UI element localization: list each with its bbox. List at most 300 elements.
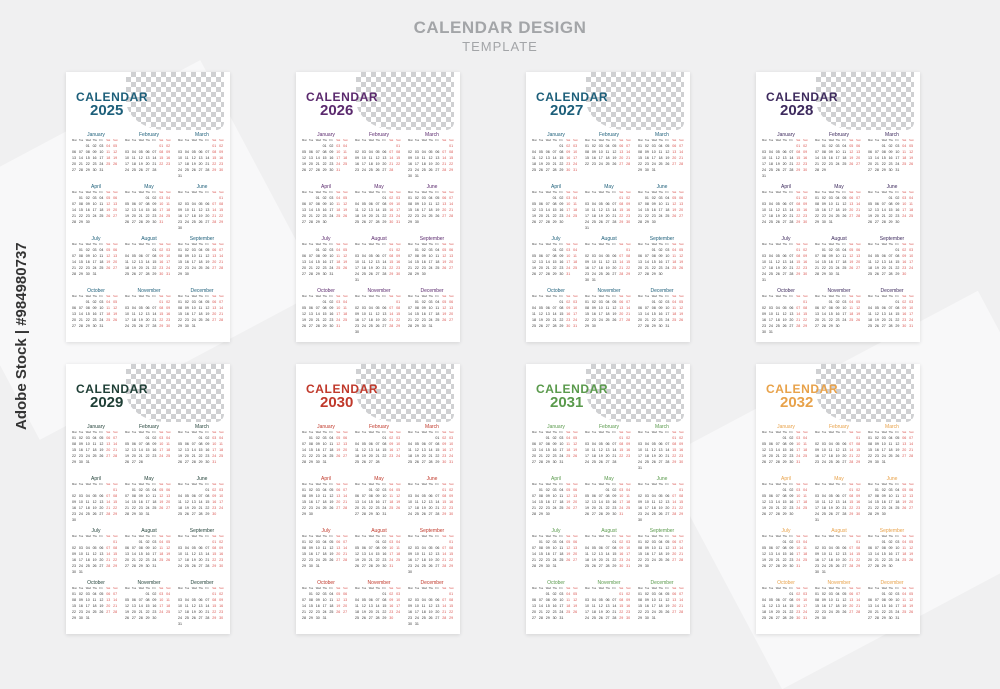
day-number: 19 <box>909 604 914 608</box>
day-number: 28 <box>775 564 780 568</box>
weekday-label: Tue <box>644 431 650 434</box>
day-number: 05 <box>442 300 447 304</box>
day-number: 15 <box>821 156 826 160</box>
day-number: 25 <box>821 512 826 516</box>
weekday-label: Tue <box>768 139 774 142</box>
month-block <box>408 476 456 517</box>
day-number: 26 <box>125 220 129 224</box>
day-number: 15 <box>881 604 886 608</box>
day-number: 26 <box>909 558 914 562</box>
day-number: 13 <box>598 552 603 556</box>
day-number: 06 <box>72 306 76 310</box>
weekday-label: Sat <box>106 191 111 194</box>
weekday-label: Thu <box>145 431 151 434</box>
month-name: November <box>827 288 851 294</box>
weekday-label: Sat <box>796 431 801 434</box>
day-number: 04 <box>329 592 334 596</box>
day-number: 22 <box>205 506 210 510</box>
weekday-label: Mon <box>815 535 821 538</box>
month-block <box>72 236 120 277</box>
day-number: 29 <box>205 512 210 516</box>
weekday-label: Thu <box>322 587 328 590</box>
day-number: 04 <box>585 546 589 550</box>
calendar-year: 2028 <box>780 102 814 119</box>
weekday-label: Sun <box>166 243 171 246</box>
day-number: 09 <box>355 312 359 316</box>
day-number: 28 <box>626 162 631 166</box>
day-number: 30 <box>559 272 564 276</box>
weekday-label: Sat <box>336 191 341 194</box>
day-number: 16 <box>888 552 893 556</box>
day-number: 15 <box>803 312 808 316</box>
day-number: 04 <box>166 592 171 596</box>
day-number: 31 <box>815 518 819 522</box>
day-number: 18 <box>591 610 596 614</box>
day-number: 27 <box>336 558 341 562</box>
weekday-label: Mon <box>585 139 591 142</box>
day-number: 02 <box>566 144 571 148</box>
days-grid <box>178 195 226 231</box>
day-number: 30 <box>442 460 447 464</box>
weekday-label: Tue <box>78 139 84 142</box>
day-number: 09 <box>902 254 907 258</box>
day-number: 31 <box>329 272 334 276</box>
day-number: 17 <box>828 604 833 608</box>
month-name: August <box>141 528 157 534</box>
day-number: 03 <box>552 488 557 492</box>
day-number: 03 <box>396 592 401 596</box>
weekday-label: Sun <box>626 139 631 142</box>
day-number: 29 <box>449 564 454 568</box>
day-number: 22 <box>638 610 642 614</box>
day-number: 22 <box>888 214 893 218</box>
day-number: 07 <box>113 436 118 440</box>
day-number: 02 <box>375 488 380 492</box>
day-number: 01 <box>308 436 313 440</box>
day-number: 07 <box>428 442 433 446</box>
day-number: 14 <box>665 448 670 452</box>
day-number: 21 <box>874 610 879 614</box>
days-grid <box>125 143 173 173</box>
day-number: 18 <box>152 500 157 504</box>
day-number: 23 <box>145 558 150 562</box>
weekday-label: Fri <box>789 243 793 246</box>
day-number: 21 <box>874 162 879 166</box>
weekday-label: Wed <box>85 587 91 590</box>
day-number: 24 <box>178 564 182 568</box>
day-number: 13 <box>72 312 76 316</box>
day-number: 03 <box>178 546 182 550</box>
days-grid <box>762 247 810 283</box>
day-number: 25 <box>343 162 348 166</box>
day-number: 05 <box>909 144 914 148</box>
day-number: 22 <box>131 506 136 510</box>
day-number: 19 <box>329 552 334 556</box>
day-number: 05 <box>92 494 97 498</box>
day-number: 13 <box>782 208 787 212</box>
day-number: 18 <box>658 604 663 608</box>
month-block <box>125 236 173 277</box>
day-number: 03 <box>573 300 578 304</box>
weekday-label: Wed <box>191 535 197 538</box>
day-number: 27 <box>768 460 773 464</box>
weekday-label: Sun <box>219 535 224 538</box>
day-number: 28 <box>408 324 412 328</box>
day-number: 06 <box>212 248 217 252</box>
day-number: 11 <box>435 306 440 310</box>
day-number: 24 <box>573 162 578 166</box>
weekday-label: Thu <box>658 483 664 486</box>
weekday-label: Fri <box>152 295 156 298</box>
day-number: 12 <box>909 546 914 550</box>
day-number: 06 <box>131 202 136 206</box>
month-block <box>355 424 403 465</box>
day-number: 08 <box>145 598 150 602</box>
day-number: 16 <box>789 500 794 504</box>
day-number: 12 <box>598 448 603 452</box>
weekday-label: Tue <box>644 191 650 194</box>
weekday-label: Fri <box>382 483 386 486</box>
day-number: 26 <box>113 318 118 322</box>
day-number: 18 <box>598 266 603 270</box>
day-number: 30 <box>408 570 412 574</box>
day-number: 04 <box>322 488 327 492</box>
day-number: 14 <box>152 312 157 316</box>
day-number: 14 <box>113 598 118 602</box>
weekday-label: Sat <box>389 139 394 142</box>
calendar-year: 2032 <box>780 394 814 411</box>
weekday-label: Wed <box>651 587 657 590</box>
day-number: 01 <box>375 540 380 544</box>
weekday-label: Mon <box>408 431 414 434</box>
day-number: 31 <box>428 324 433 328</box>
day-number: 05 <box>874 254 879 258</box>
weekday-label: Fri <box>612 191 616 194</box>
day-number: 21 <box>72 266 76 270</box>
day-number: 03 <box>159 196 164 200</box>
day-number: 19 <box>329 500 334 504</box>
day-number: 17 <box>585 454 589 458</box>
day-number: 24 <box>159 454 164 458</box>
day-number: 11 <box>178 500 182 504</box>
day-number: 01 <box>408 196 412 200</box>
month-block <box>762 288 810 335</box>
weekday-label: Sat <box>442 139 447 142</box>
day-number: 12 <box>336 442 341 446</box>
weekday-label: Thu <box>782 191 788 194</box>
day-number: 29 <box>212 616 217 620</box>
day-number: 26 <box>585 512 589 516</box>
day-number: 22 <box>308 610 313 614</box>
weekday-label: Wed <box>368 191 374 194</box>
day-number: 30 <box>322 272 327 276</box>
day-number: 23 <box>585 272 589 276</box>
day-number: 16 <box>679 448 684 452</box>
day-number: 28 <box>131 564 136 568</box>
weekday-label: Wed <box>138 431 144 434</box>
day-number: 29 <box>145 220 150 224</box>
weekday-label: Fri <box>205 587 209 590</box>
day-number: 30 <box>821 220 826 224</box>
days-grid <box>815 143 863 173</box>
day-number: 20 <box>308 162 313 166</box>
day-number: 07 <box>152 150 157 154</box>
day-number: 06 <box>545 306 550 310</box>
day-number: 05 <box>598 442 603 446</box>
weekday-label: Fri <box>435 535 439 538</box>
day-number: 02 <box>219 144 224 148</box>
day-number: 31 <box>92 272 97 276</box>
day-number: 15 <box>585 312 589 316</box>
day-number: 19 <box>113 312 118 316</box>
weekday-label: Sun <box>679 139 684 142</box>
day-number: 28 <box>789 220 794 224</box>
days-grid <box>532 487 580 517</box>
weekday-label: Wed <box>368 535 374 538</box>
weekday-label: Sun <box>626 295 631 298</box>
day-number: 03 <box>566 248 571 252</box>
day-number: 30 <box>322 220 327 224</box>
day-number: 26 <box>191 616 196 620</box>
days-grid <box>638 247 686 277</box>
day-number: 15 <box>382 448 387 452</box>
day-number: 03 <box>329 196 334 200</box>
calendar-year: 2029 <box>90 394 124 411</box>
day-number: 13 <box>449 306 454 310</box>
days-grid <box>638 195 686 225</box>
day-number: 01 <box>178 248 182 252</box>
day-number: 19 <box>679 312 684 316</box>
day-number: 11 <box>152 494 157 498</box>
day-number: 17 <box>145 500 150 504</box>
weekday-label: Thu <box>428 431 434 434</box>
page-subtitle: TEMPLATE <box>462 39 538 54</box>
weekday-label: Sat <box>566 431 571 434</box>
day-number: 14 <box>909 442 914 446</box>
weekday-label: Sat <box>796 587 801 590</box>
day-number: 25 <box>868 324 872 328</box>
days-grid <box>125 195 173 225</box>
day-number: 08 <box>552 254 557 258</box>
day-number: 21 <box>552 318 557 322</box>
day-number: 20 <box>72 318 76 322</box>
day-number: 18 <box>368 162 373 166</box>
day-number: 21 <box>679 552 684 556</box>
weekday-label: Sun <box>219 295 224 298</box>
day-number: 14 <box>782 604 787 608</box>
day-number: 21 <box>874 558 879 562</box>
day-number: 10 <box>591 260 596 264</box>
day-number: 16 <box>421 312 426 316</box>
day-number: 07 <box>679 592 684 596</box>
days-grid <box>762 435 810 465</box>
day-number: 01 <box>414 248 419 252</box>
day-number: 28 <box>626 318 631 322</box>
weekday-label: Sun <box>573 191 578 194</box>
day-number: 21 <box>205 558 210 562</box>
day-number: 19 <box>849 260 854 264</box>
month-name: January <box>317 132 335 138</box>
day-number: 24 <box>796 454 801 458</box>
day-number: 05 <box>159 488 164 492</box>
weekday-label: Thu <box>92 191 98 194</box>
day-number: 11 <box>658 150 663 154</box>
weekday-label: Mon <box>302 243 308 246</box>
days-grid <box>72 299 120 329</box>
days-grid <box>125 539 173 569</box>
day-number: 11 <box>421 552 426 556</box>
day-number: 29 <box>198 460 203 464</box>
day-number: 30 <box>762 330 766 334</box>
day-number: 01 <box>815 592 819 596</box>
day-number: 02 <box>644 592 649 596</box>
day-number: 09 <box>658 254 663 258</box>
day-number: 15 <box>552 208 557 212</box>
month-name: January <box>87 424 105 430</box>
day-number: 12 <box>532 208 536 212</box>
month-name: June <box>426 184 438 190</box>
day-number: 25 <box>355 460 359 464</box>
day-number: 11 <box>665 202 670 206</box>
day-number: 15 <box>796 208 801 212</box>
day-number: 10 <box>665 306 670 310</box>
day-number: 06 <box>605 442 610 446</box>
day-number: 23 <box>355 324 359 328</box>
day-number: 09 <box>591 150 596 154</box>
day-number: 17 <box>651 552 656 556</box>
weekday-label: Tue <box>361 483 367 486</box>
day-number: 15 <box>796 156 801 160</box>
day-number: 10 <box>382 494 387 498</box>
day-number: 29 <box>178 272 182 276</box>
day-number: 28 <box>302 460 306 464</box>
weekday-label: Mon <box>815 295 821 298</box>
day-number: 06 <box>131 598 136 602</box>
weekday-label: Sun <box>626 431 631 434</box>
day-number: 16 <box>585 266 589 270</box>
month-name: May <box>834 184 844 190</box>
day-number: 06 <box>382 306 387 310</box>
day-number: 28 <box>113 610 118 614</box>
day-number: 20 <box>909 500 914 504</box>
days-grid <box>638 143 686 173</box>
day-number: 20 <box>106 604 111 608</box>
day-number: 04 <box>644 442 649 446</box>
day-number: 21 <box>598 506 603 510</box>
day-number: 12 <box>178 448 182 452</box>
weekday-label: Sat <box>902 243 907 246</box>
day-number: 09 <box>408 156 412 160</box>
day-number: 20 <box>421 454 426 458</box>
day-number: 16 <box>559 208 564 212</box>
day-number: 04 <box>598 254 603 258</box>
day-number: 28 <box>368 564 373 568</box>
weekday-label: Wed <box>651 431 657 434</box>
day-number: 05 <box>909 592 914 596</box>
days-grid <box>532 435 580 465</box>
days-grid <box>355 143 403 173</box>
day-number: 17 <box>361 162 366 166</box>
day-number: 02 <box>566 300 571 304</box>
day-number: 15 <box>619 448 624 452</box>
weekday-label: Wed <box>881 587 887 590</box>
weekday-label: Wed <box>315 139 321 142</box>
weekday-label: Sat <box>849 243 854 246</box>
day-number: 05 <box>768 598 773 602</box>
day-number: 02 <box>803 144 808 148</box>
weekday-label: Wed <box>881 139 887 142</box>
day-number: 10 <box>803 598 808 602</box>
month-name: April <box>780 476 791 482</box>
day-number: 02 <box>552 436 557 440</box>
day-number: 31 <box>796 460 801 464</box>
weekday-label: Tue <box>184 139 190 142</box>
weekday-label: Sun <box>856 295 861 298</box>
days-grid <box>408 299 456 329</box>
day-number: 27 <box>909 506 914 510</box>
day-number: 22 <box>145 214 150 218</box>
day-number: 04 <box>85 494 90 498</box>
month-block <box>868 184 916 225</box>
month-block <box>868 236 916 277</box>
day-number: 11 <box>598 260 603 264</box>
day-number: 30 <box>828 272 833 276</box>
month-block <box>355 580 403 621</box>
day-number: 12 <box>566 494 571 498</box>
day-number: 29 <box>315 220 320 224</box>
day-number: 08 <box>538 494 543 498</box>
day-number: 07 <box>408 306 412 310</box>
day-number: 09 <box>559 254 564 258</box>
day-number: 21 <box>532 558 536 562</box>
day-number: 01 <box>821 248 826 252</box>
day-number: 17 <box>762 214 766 218</box>
day-number: 03 <box>166 248 171 252</box>
day-number: 24 <box>396 214 401 218</box>
day-number: 07 <box>138 442 143 446</box>
day-number: 26 <box>442 266 447 270</box>
day-number: 22 <box>612 558 617 562</box>
day-number: 13 <box>768 500 773 504</box>
weekday-label: Tue <box>414 139 420 142</box>
day-number: 04 <box>566 436 571 440</box>
day-number: 26 <box>368 272 373 276</box>
day-number: 10 <box>85 442 90 446</box>
day-number: 23 <box>888 558 893 562</box>
day-number: 24 <box>85 454 90 458</box>
day-number: 04 <box>803 540 808 544</box>
day-number: 03 <box>762 150 766 154</box>
day-number: 15 <box>85 156 90 160</box>
month-name: September <box>879 528 905 534</box>
day-number: 31 <box>414 622 419 626</box>
month-name: May <box>144 476 154 482</box>
day-number: 03 <box>322 592 327 596</box>
day-number: 05 <box>368 254 373 258</box>
day-number: 18 <box>219 448 224 452</box>
day-number: 07 <box>375 442 380 446</box>
day-number: 11 <box>435 254 440 258</box>
day-number: 30 <box>644 168 649 172</box>
day-number: 22 <box>803 318 808 322</box>
day-number: 24 <box>315 558 320 562</box>
day-number: 23 <box>322 266 327 270</box>
weekday-label: Fri <box>895 431 899 434</box>
day-number: 05 <box>566 540 571 544</box>
weekday-label: Mon <box>408 139 414 142</box>
weekday-label: Fri <box>789 191 793 194</box>
day-number: 17 <box>895 604 900 608</box>
